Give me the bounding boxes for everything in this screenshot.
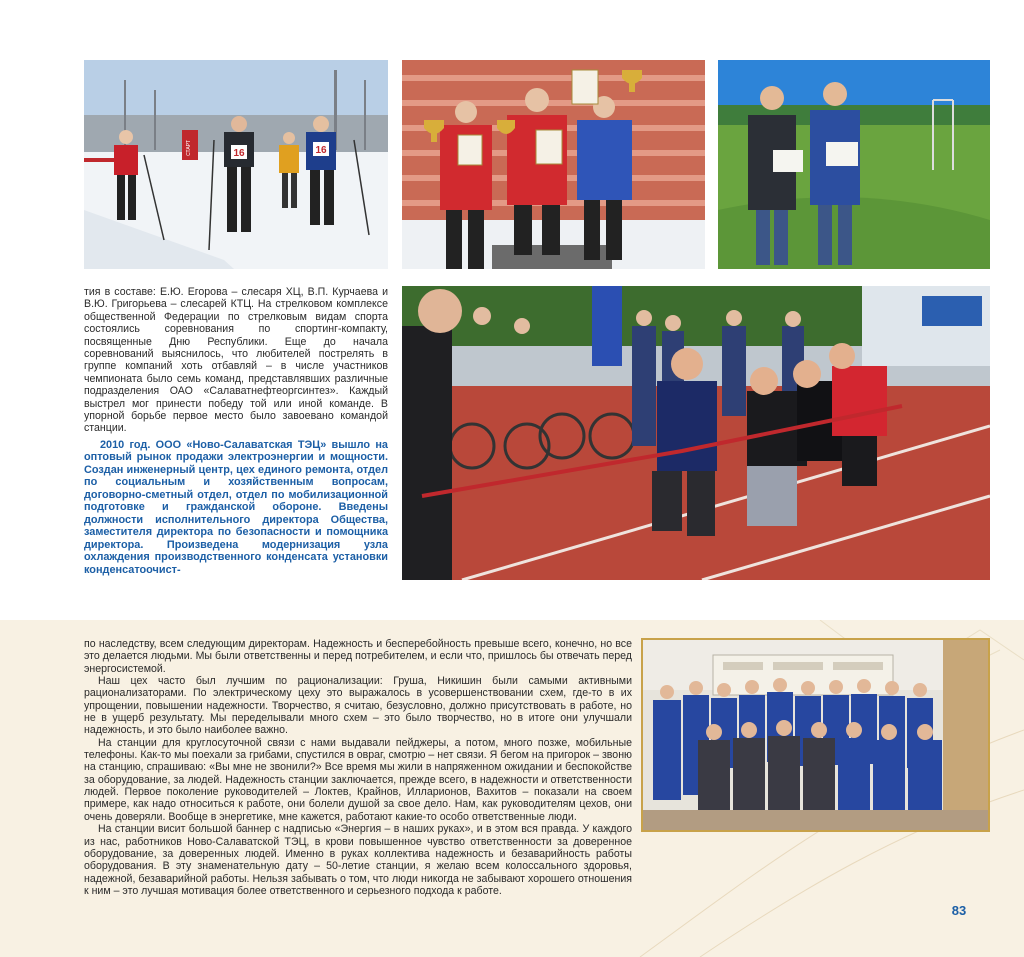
article-paragraph: тия в составе: Е.Ю. Егорова – слесаря ХЦ, В.П. Курчаева и В.Ю. Григорьева – слесарей КТЦ. На стрелковом комплексе общественной Федерации по стрелковым видам спорта состоялись соревнования по спортинг-компакту, посвященные Дню Республики. Еще до начала соревнований выяснилось, что любителей пострелять в группе компаний хоть отбавляй – в числе участников чемпионата было семь команд, представлявших различные подразделения ОАО «Салаватнефтеоргсинтез». Каждый выстрел мог принести победу той или иной команде. В упорной борьбе первое место было завоевано командой станции. [84,286,388,435]
ski-bib-number: 16 [233,148,245,159]
tug-of-war-photo [402,286,990,580]
ski-bib-number: 16 [315,145,327,156]
page-number: 83 [951,903,967,918]
staff-group-photo [641,638,990,832]
memoir-paragraph: по наследству, всем следующим директорам. Надежность и бесперебойность превыше всего, конечно, но все это делается людьми. Мы были ответственны и перед потребителем, и если что, пришлось бы отвечать перед энергосистемой. [84,638,632,675]
article-highlight-paragraph: 2010 год. ООО «Ново-Салаватская ТЭЦ» вышло на оптовый рынок продажи электроэнергии и мощности. Создан инженерный центр, цех единого ремонта, отдел по социальным и хозяйственным вопросам, договорно-сметный отдел, отдел по мобилизационной подготовке и гражданской обороне. Введены должности исполнительного директора Общества, заместителя директора по безопасности и помощника директора. Произведена модернизация узла охлаждения производственного конденсата установки конденсатоочист- [84,438,388,576]
memoir-paragraph: На станции для круглосуточной связи с нами выдавали пейджеры, а потом, много позже, мобильные телефоны. Как-то мы поехали за грибами, спустился в овраг, смотрю – нет связи. Я бегом на пригорок – звоню на станцию, спрашиваю: «Вы мне не звонили?» Все время мы жили в напряженном ожидании и беспокойстве за оборудование, за людей. Надежность станции заключается, прежде всего, в надежности и ответственности людей. Первое поколение руководителей – Локтев, Крайнов, Илларионов, Вахитов – показали на своем примере, как надо относиться к работе, они болели душой за свое дело. Нам, как руководителям цехов, они очень доверяли. Вообще в энергетике, мне кажется, работают какие-то особо ответственные люди. [84,736,632,823]
ski-race-photo [84,60,388,269]
article-column-text [84,286,388,576]
memoir-paragraph: На станции висит большой баннер с надписью «Энергия – в наших руках», и в этом вся правда. У каждого из нас, работников Ново-Салаватской ТЭЦ, в крови повышенное чувство ответственности за доверенное оборудование, за доверенных людей. Именно в руках коллектива надежность и безаварийность работы оборудования. В эту знаменательную дату – 50-летие станции, я желаю всем колоссального здоровья, надежной, безаварийной работы. Нельзя забывать о том, что люди никогда не забывают хорошего отношения к ним – это лучшая мотивация более ответственного и серьезного подхода к работе. [84,823,632,897]
memoir-paragraph: Наш цех часто был лучшим по рационализации: Груша, Никишин были самыми активными рационализаторами. По электрическому цеху это выражалось в усовершенствовании схем, где-то в их упрощении, повышении надежности. Творчество, я считаю, безусловно, должно присутствовать в работе, но не в ущерб результату. Мы переделывали много схем – это было творчество, но в итоге они улучшали надежность, и это было наиболее важно. [84,675,632,737]
shooting-competition-photo [718,60,990,269]
memoir-text-block [84,638,632,897]
start-sign-text: СТАРТ [186,140,192,156]
award-podium-photo [402,60,705,269]
